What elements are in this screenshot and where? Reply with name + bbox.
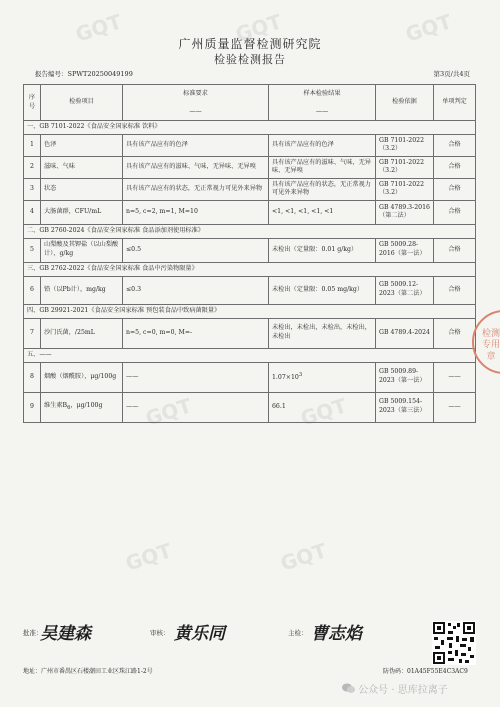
qr-code: [432, 621, 476, 665]
watermark-gqt: GQT: [277, 538, 330, 576]
standard-sub: ——: [123, 105, 269, 121]
watermark-gqt: GQT: [72, 9, 125, 47]
item-name: 维生素$B_6$，μg/100g: [41, 392, 123, 422]
col-header-item: 检验项目: [41, 85, 123, 121]
page-number: 第3页/共4页: [433, 70, 470, 78]
reviewer-label: 审核：: [150, 629, 170, 637]
watermark-gqt: GQT: [297, 393, 350, 431]
section-row: 四、GB 29921-2021《食品安全国家标准 预包装食品中致病菌限量》: [24, 304, 476, 318]
table-row: 4 大肠菌群，CFU/mL n=5, c=2, m=1, M=10 <1, <1, <1, <1, <1 GB 4789.3-2016（第二法） 合格: [24, 200, 476, 224]
section-row: 三、GB 2762-2022《食品安全国家标准 食品中污染物限量》: [24, 262, 476, 276]
section-row: 五、——: [24, 348, 476, 362]
table-row: 1 色泽 具有该产品应有的色泽 具有该产品应有的色泽 GB 7101-2022（3.2） 合格: [24, 134, 476, 156]
address: 地址：广州市番禺区石楼潮田工业区珠江路1-2号: [23, 668, 153, 675]
watermark-gqt: GQT: [122, 538, 175, 576]
watermark-gqt: GQT: [402, 9, 455, 47]
section-row: 二、GB 2760-2024《食品安全国家标准 食品添加剂使用标准》: [24, 224, 476, 238]
table-row: 9 维生素$B_6$，μg/100g —— 66.1 GB 5009.154-2023（第三法） ——: [24, 392, 476, 422]
tester-label: 主检：: [288, 629, 308, 637]
inspection-table: [23, 84, 476, 423]
section-row: 一、GB 7101-2022《食品安全国家标准 饮料》: [24, 121, 476, 135]
table-row: 3 状态 具有该产品应有的状态，无正常视力可见外来异物 具有该产品应有的状态，无正常视力可见外来异物 GB 7101-2022（3.2） 合格: [24, 178, 476, 200]
result-sub: ——: [269, 105, 376, 121]
report-number: 报告编号：SPWT20250049199: [35, 70, 133, 78]
official-seal: 检测专用章: [472, 310, 500, 374]
watermark-gqt: GQT: [142, 393, 195, 431]
table-row: 5 山梨酸及其钾盐（以山梨酸计），g/kg ≤0.5 未检出（定量限：0.01 g/kg） GB 5009.28-2016（第一法） 合格: [24, 238, 476, 262]
table-row: 7 沙门氏菌，/25mL n=5, c=0, m=0, M=- 未检出，未检出，未检出，未检出，未检出 GB 4789.4-2024 合格: [24, 318, 476, 348]
institute-name: 广州质量监督检测研究院: [178, 37, 322, 51]
result-value: $1.07\times 10^3$: [269, 362, 376, 392]
approver-signature: 吴建森: [40, 624, 91, 644]
approver-label: 批准：: [23, 629, 43, 637]
table-row: 2 滋味、气味 具有该产品应有的滋味、气味，无异味、无异嗅 具有该产品应有的滋味、气味，无异味、无异嗅 GB 7101-2022（3.2） 合格: [24, 156, 476, 178]
wechat-watermark: 公众号 · 思库拉离子: [342, 681, 448, 696]
col-header-index: 序号: [24, 85, 41, 121]
tester-signature: 曹志焰: [311, 624, 362, 644]
col-header-result: 样本检验结果: [269, 85, 376, 105]
table-row: 8 烟酸（烟酰胺），μg/100g —— $1.07\times 10^3$ GB 5009.89-2023（第一法） ——: [24, 362, 476, 392]
table-row: 6 铅（以Pb计），mg/kg ≤0.3 未检出（定量限：0.05 mg/kg） GB 5009.12-2023（第二法） 合格: [24, 276, 476, 304]
anti-fake-code: 防伪码：01A45F55E4C3AC9: [383, 668, 468, 675]
col-header-basis: 检验依据: [376, 85, 434, 121]
table-header-row: [24, 85, 476, 105]
col-header-judgement: 单项判定: [434, 85, 476, 121]
col-header-standard: 标准要求: [123, 85, 269, 105]
reviewer-signature: 黄乐同: [174, 624, 225, 644]
wechat-icon: [342, 683, 355, 694]
report-title: 检验检测报告: [214, 53, 286, 66]
watermark-gqt: GQT: [232, 9, 285, 47]
